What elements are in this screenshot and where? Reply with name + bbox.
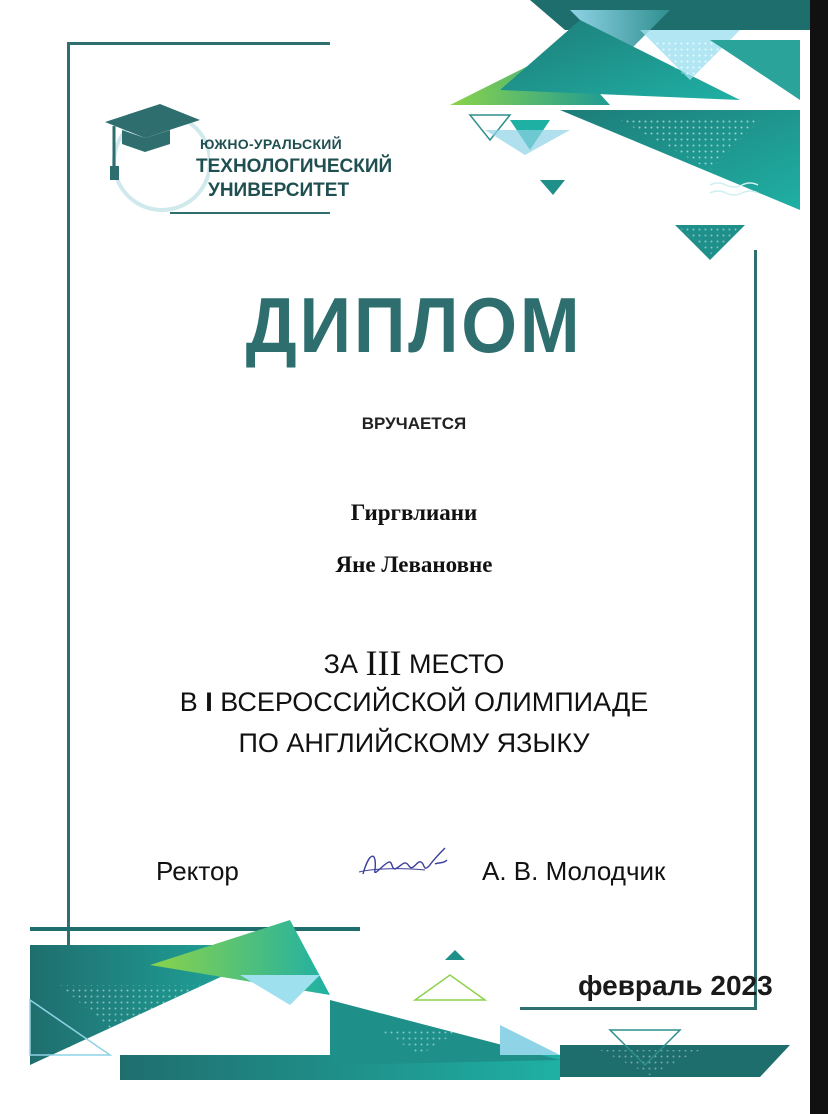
university-logo <box>100 100 393 220</box>
diploma-title: ДИПЛОМ <box>245 281 583 369</box>
logo-line-1: ЮЖНО-УРАЛЬСКИЙ <box>200 136 343 152</box>
award-line-place <box>0 645 828 681</box>
award-line-subject: ПО АНГЛИЙСКОМУ ЯЗЫКУ <box>238 728 590 758</box>
frame-left-line <box>67 42 70 1047</box>
signer-name: А. В. Молодчик <box>482 856 666 886</box>
rector-label: Ректор <box>156 856 239 886</box>
olympiad-roman-numeral: I <box>205 687 213 717</box>
award-post: МЕСТО <box>408 649 505 679</box>
issue-date: февраль 2023 <box>578 970 773 1001</box>
handwritten-signature <box>355 842 455 884</box>
logo-line-2: ТЕХНОЛОГИЧЕСКИЙ <box>196 156 393 177</box>
frame-top-line <box>67 42 330 45</box>
olympiad-post: ВСЕРОССИЙСКОЙ ОЛИМПИАДЕ <box>220 687 649 717</box>
award-line-olympiad <box>0 689 828 716</box>
place-roman-numeral: III <box>365 643 402 683</box>
awarded-label: ВРУЧАЕТСЯ <box>361 414 467 433</box>
award-pre: ЗА <box>323 649 358 679</box>
recipient-surname: Гиргвлиани <box>350 500 478 525</box>
recipient-given-names: Яне Левановне <box>335 552 493 577</box>
logo-underline <box>170 212 330 214</box>
graduation-cap-icon <box>100 100 210 220</box>
olympiad-pre: В <box>179 687 198 717</box>
logo-line-3: УНИВЕРСИТЕТ <box>208 180 350 201</box>
top-right-decoration <box>410 0 810 270</box>
